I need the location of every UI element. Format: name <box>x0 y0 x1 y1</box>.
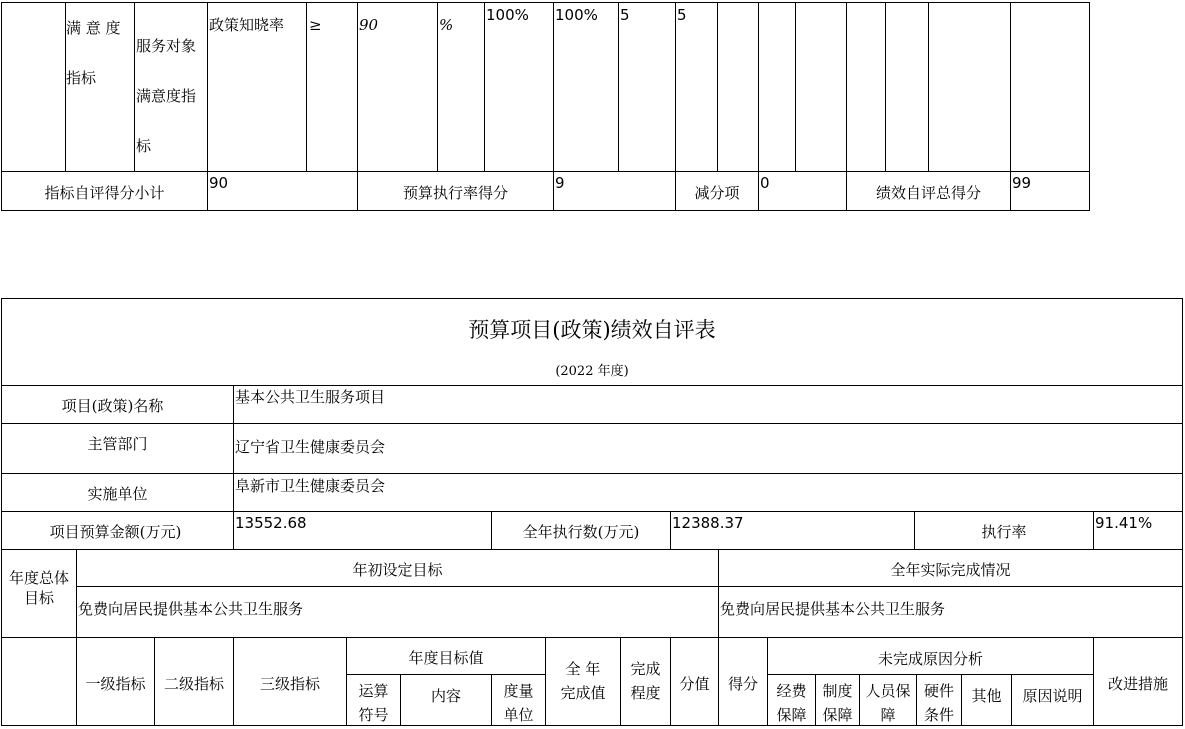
header-score-value: 分值 <box>679 675 710 693</box>
header-system: 制度 保障 <box>822 682 853 724</box>
project-name: 基本公共卫生服务项目 <box>235 388 386 406</box>
header-score: 得分 <box>727 675 758 693</box>
annual-goal-label: 年度总体 目标 <box>8 569 69 607</box>
executed: 12388.37 <box>672 514 744 532</box>
actual-value: 100% <box>486 6 529 24</box>
dept: 辽宁省卫生健康委员会 <box>235 438 386 456</box>
budget: 13552.68 <box>235 514 307 532</box>
header-year-done: 全 年 完成值 <box>560 660 606 702</box>
total-score: 99 <box>1012 174 1032 192</box>
level2-indicator: 服务对象 满意度指 标 <box>136 37 197 155</box>
executed-label: 全年执行数(万元) <box>522 523 640 541</box>
deduction: 0 <box>760 174 770 192</box>
form-title: 预算项目(政策)绩效自评表 <box>468 318 716 342</box>
budget-label: 项目预算金额(万元) <box>49 523 182 541</box>
header-unit: 度量 单位 <box>503 682 534 724</box>
initial-goal: 免费向居民提供基本公共卫生服务 <box>78 600 304 618</box>
indicator-subtotal-label: 指标自评得分小计 <box>44 184 165 202</box>
deduction-label: 减分项 <box>694 184 740 202</box>
header-reason: 原因说明 <box>1022 687 1083 705</box>
initial-goal-label: 年初设定目标 <box>352 561 443 579</box>
completion-degree: 100% <box>555 6 598 24</box>
form-year: (2022 年度) <box>555 364 629 379</box>
unit: % <box>439 16 454 34</box>
header-operator: 运算 符号 <box>358 682 389 724</box>
level3-indicator: 政策知晓率 <box>209 16 285 34</box>
operator: ≥ <box>309 16 322 34</box>
actual-label: 全年实际完成情况 <box>890 561 1011 579</box>
header-reason-analysis: 未完成原因分析 <box>877 650 983 668</box>
header-level2: 二级指标 <box>163 675 224 693</box>
header-content: 内容 <box>430 687 461 705</box>
header-annual-target: 年度目标值 <box>408 649 484 667</box>
score: 5 <box>677 6 687 24</box>
impl-label: 实施单位 <box>87 485 148 503</box>
budget-exec-score-label: 预算执行率得分 <box>402 184 508 202</box>
total-score-label: 绩效自评总得分 <box>875 184 981 202</box>
header-level3: 三级指标 <box>259 675 320 693</box>
project-name-label: 项目(政策)名称 <box>61 397 164 415</box>
header-funding: 经费 保障 <box>776 682 807 724</box>
header-improve: 改进措施 <box>1107 675 1168 693</box>
header-degree: 完成 程度 <box>630 660 661 702</box>
dept-label: 主管部门 <box>87 435 148 453</box>
score-value: 5 <box>620 6 630 24</box>
header-level1: 一级指标 <box>85 675 146 693</box>
rate: 91.41% <box>1095 514 1153 532</box>
impl: 阜新市卫生健康委员会 <box>235 477 386 495</box>
budget-exec-score: 9 <box>555 174 565 192</box>
indicator-subtotal: 90 <box>209 174 229 192</box>
header-other: 其他 <box>971 687 1002 705</box>
header-staff: 人员保 障 <box>865 682 911 724</box>
level1-indicator: 满 意 度 指标 <box>66 19 121 87</box>
rate-label: 执行率 <box>981 523 1027 541</box>
header-hardware: 硬件 条件 <box>923 682 954 724</box>
actual-goal: 免费向居民提供基本公共卫生服务 <box>720 600 946 618</box>
target-value: 90 <box>359 16 379 34</box>
